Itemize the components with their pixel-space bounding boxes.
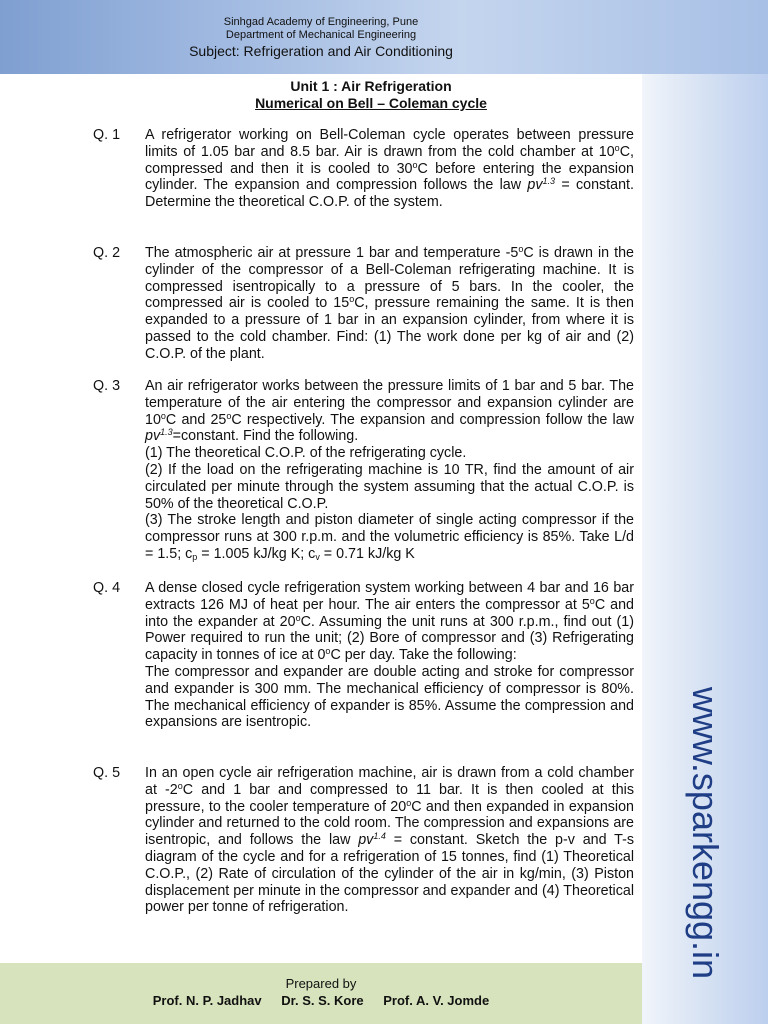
question-number: Q. 1 [93, 127, 121, 143]
topic-title-text: Numerical on Bell – Coleman cycle [255, 95, 487, 111]
topic-title [0, 95, 742, 112]
question-paragraph: (3) The stroke length and piston diameter of single acting compressor if the compressor runs at 300 r.p.m. and the volumetric efficiency is 85%. Take L/d = 1.5; $c_p = 1.005$ kJ/kg K; $c_v = 0.71$ kJ/kg K [145, 512, 634, 562]
department-name: Department of Mechanical Engineering [225, 29, 417, 41]
page-header [0, 16, 642, 60]
question-number: Q. 5 [93, 765, 121, 781]
question-paragraph: The atmospheric air at pressure 1 bar and temperature -5$^o$C is drawn in the cylinder of the compressor of a Bell-Coleman refrigerating machine. It is compressed isentropically to a pressure of 5 bars. In the cooler, the compressed air is cooled to 15$^o$C, pressure remaining the same. It is then expanded to a pressure of 1 bar in an expansion cylinder, from where it is passed to the cold chamber. Find: (1) The work done per kg of air and (2) C.O.P. of the plant. [145, 244, 634, 362]
prepared-by-label: Prepared by [285, 976, 357, 991]
watermark-text: www.sparkengg.in [685, 686, 726, 980]
author-list [0, 992, 642, 1009]
question-text [145, 765, 634, 916]
question-paragraph: In an open cycle air refrigeration machine, air is drawn from a cold chamber at -2$^o$C and 1 bar and compressed to 11 bar. It is then cooled at this pressure, to the cooler temperature of 20$^o$C and then expanded in expansion cylinder and returned to the cold room. The compression and expansions are isentropic, and follows the law $pv^{1.4}$ = constant. Sketch the p-v and T-s diagram of the cycle and for a refrigeration of 15 tonnes, find (1) Theoretical C.O.P., (2) Rate of circulation of the cylinder of the air in kg/min, (3) Piston displacement per minute in the compressor and expander and (4) Theoretical power per tonne of refrigeration. [145, 765, 635, 916]
unit-title: Unit 1 : Air Refrigeration [290, 78, 452, 94]
question-text [145, 127, 634, 211]
page-footer [0, 975, 642, 1009]
institute-name: Sinhgad Academy of Engineering, Pune [223, 16, 419, 28]
question-paragraph: A refrigerator working on Bell-Coleman cycle operates between pressure limits of 1.05 bar and 8.5 bar. Air is drawn from the cold chamber at 10$^o$C, compressed and then it is cooled to 30$^o$C before entering the expansion cylinder. The expansion and compression follows the law $pv^{1.3}$ = constant. Determine the theoretical C.O.P. of the system. [145, 127, 634, 211]
question-paragraph: A dense closed cycle refrigeration system working between 4 bar and 16 bar extracts 126 MJ of heat per hour. The air enters the compressor at 5$^o$C and into the expander at 20$^o$C. Assuming the unit runs at 300 r.p.m., find out (1) Power required to run the unit; (2) Bore of compressor and (3) Refrigerating capacity in tonnes of ice at 0$^o$C per day. Take the following: [145, 580, 635, 664]
author-name: Dr. S. S. Kore [281, 993, 364, 1008]
question-text [145, 580, 634, 731]
question-paragraph: The compressor and expander are double acting and stroke for compressor and expander is 300 mm. The mechanical efficiency of compressor is 80%. The mechanical efficiency of expander is 85%. Assume the compression and expansions are isentropic. [145, 663, 634, 731]
question-paragraph: An air refrigerator works between the pressure limits of 1 bar and 5 bar. The temperature of the air entering the compressor and expansion cylinder are 10$^o$C and 25$^o$C respectively. The expansion and compression follow the law $pv^{1.3}=constant$. Find the following. [145, 378, 634, 445]
question-paragraph: (1) The theoretical C.O.P. of the refrigerating cycle. [145, 445, 467, 462]
author-name: Prof. A. V. Jomde [383, 993, 490, 1008]
question-paragraph: (2) If the load on the refrigerating machine is 10 TR, find the amount of air circulated per minute through the system assuming that the actual C.O.P. is 50% of the theoretical C.O.P. [145, 461, 634, 512]
question-number: Q. 4 [93, 580, 121, 596]
subject-line: Subject: Refrigeration and Air Conditioning [189, 43, 453, 59]
author-name: Prof. N. P. Jadhav [152, 993, 262, 1008]
question-text [145, 378, 634, 563]
question-number: Q. 2 [93, 245, 121, 261]
question-text [145, 245, 634, 363]
question-number: Q. 3 [93, 378, 121, 394]
